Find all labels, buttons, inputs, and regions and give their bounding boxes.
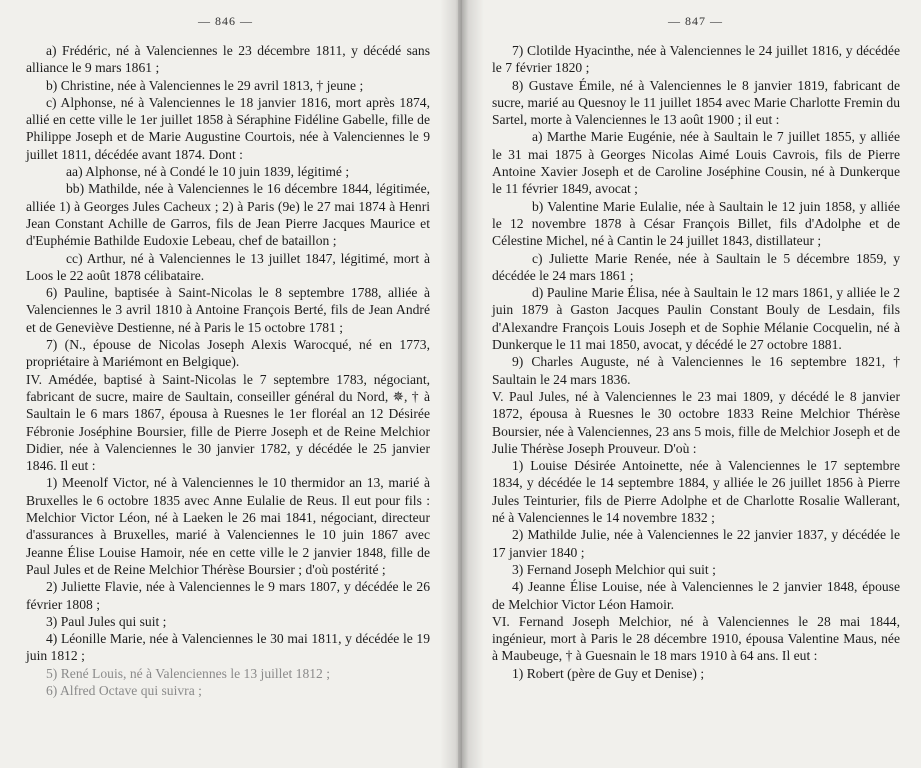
paragraph: d) Pauline Marie Élisa, née à Saultain le 12 mars 1861, y alliée le 2 juin 1879 à Gaston Jacques Paulin Constant Bouly de Lesdain, fils d'Alexandre François Louis Joseph et de Sophie Mélanie Cocquelin, né à Dunkerque le 11 mai 1850, avocat, y décédé le 27 octobre 1881. bbox=[492, 285, 900, 353]
paragraph: 1) Meenolf Victor, né à Valenciennes le 10 thermidor an 13, marié à Bruxelles le 6 octobre 1835 avec Anne Eulalie de Reus. Il eut pour fils : Melchior Victor Léon, né à Laeken le 26 mai 1841, négociant, directeur d'assurances à Bruxelles, marié à Valenciennes le 10 juin 1867 avec Jeanne Élise Louise Hamoir, née en cette ville le 2 janvier 1848, fille de Paul Jules et de Reine Melchior Thérèse Boursier ; d'où postérité ; bbox=[26, 475, 430, 577]
paragraph: 4) Léonille Marie, née à Valenciennes le 30 mai 1811, y décédée le 19 juin 1812 ; bbox=[26, 631, 430, 664]
left-page bbox=[0, 0, 458, 768]
paragraph: 7) Clotilde Hyacinthe, née à Valenciennes le 24 juillet 1816, y décédée le 7 février 1820 ; bbox=[492, 43, 900, 76]
paragraph: IV. Amédée, baptisé à Saint-Nicolas le 7 septembre 1783, négociant, fabricant de sucre, maire de Saultain, conseiller général du Nord, ✵, † à Saultain le 6 mars 1867, épousa à Ruesnes le 1er floréal an 12 Désirée Fébronie Joséphine Boursier, fille de Pierre Joseph et de Reine Melchior Didier, née à Valenciennes le 30 janvier 1782, y décédée le 25 janvier 1846. Il eut : bbox=[26, 371, 430, 474]
paragraph: bb) Mathilde, née à Valenciennes le 16 décembre 1844, légitimée, alliée 1) à Georges Jules Cacheux ; 2) à Paris (9e) le 27 mai 1874 à Henri Jean Constant Achille de Garros, fils de Jean Pierre Jacques Maurice et d'Euphémie Bathilde Eudoxie Lebeau, chef de bataillon ; bbox=[26, 181, 430, 249]
paragraph: b) Valentine Marie Eulalie, née à Saultain le 12 juin 1858, y alliée le 12 novembre 1878 à César François Billet, fils d'Adolphe et de Célestine Michel, né à Cantin le 24 juillet 1843, distillateur ; bbox=[492, 198, 900, 249]
right-page-number: — 847 — bbox=[668, 14, 723, 28]
paragraph: 3) Paul Jules qui suit ; bbox=[46, 613, 167, 629]
left-page-number: — 846 — bbox=[198, 14, 253, 28]
paragraph: 6) Pauline, baptisée à Saint-Nicolas le 8 septembre 1788, alliée à Valenciennes le 3 avril 1810 à Antoine François Berté, fils de Jean André et de Geneviève Destienne, né à Paris le 15 octobre 1781 ; bbox=[26, 285, 430, 335]
paragraph: 2) Mathilde Julie, née à Valenciennes le 22 janvier 1837, y décédée le 17 janvier 1840 ; bbox=[492, 527, 900, 560]
paragraph: 1) Louise Désirée Antoinette, née à Valenciennes le 17 septembre 1834, y décédée le 14 septembre 1884, y alliée le 26 juillet 1856 à Pierre Jules Teinturier, fils de Pierre Adolphe et de Charlotte Rosalie Wallerant, né à Valenciennes le 14 novembre 1832 ; bbox=[492, 458, 900, 526]
paragraph: 2) Juliette Flavie, née à Valenciennes le 9 mars 1807, y décédée le 26 février 1808 ; bbox=[26, 579, 430, 612]
paragraph: V. Paul Jules, né à Valenciennes le 23 mai 1809, y décédé le 8 janvier 1872, épousa à Ruesnes le 30 octobre 1833 Reine Melchior Thérèse Boursier, née à Valenciennes, 23 ans 5 mois, fille de Melchior Joseph et de Julie Thérèse Joseph Prouveur. D'où : bbox=[492, 388, 900, 456]
paragraph: 6) Alfred Octave qui suivra ; bbox=[46, 682, 202, 698]
right-page-text bbox=[492, 42, 900, 682]
paragraph: aa) Alphonse, né à Condé le 10 juin 1839, légitimé ; bbox=[66, 164, 350, 180]
left-page-text bbox=[26, 42, 430, 699]
right-page bbox=[462, 0, 921, 768]
paragraph: 9) Charles Auguste, né à Valenciennes le 16 septembre 1821, † Saultain le 24 mars 1836. bbox=[492, 354, 900, 387]
paragraph: cc) Arthur, né à Valenciennes le 13 juillet 1847, légitimé, mort à Loos le 22 août 1878 célibataire. bbox=[26, 250, 430, 283]
paragraph: 4) Jeanne Élise Louise, née à Valenciennes le 2 janvier 1848, épouse de Melchior Victor Léon Hamoir. bbox=[492, 579, 900, 612]
paragraph: a) Frédéric, né à Valenciennes le 23 décembre 1811, y décédé sans alliance le 9 mars 1861 ; bbox=[26, 43, 430, 76]
paragraph: a) Marthe Marie Eugénie, née à Saultain le 7 juillet 1855, y alliée le 31 mai 1875 à Georges Nicolas Aimé Louis Cavrois, fils de Pierre Antoine Xavier Joseph et de Caroline Joséphine Cousin, né à Dunkerque le 11 février 1849, avocat ; bbox=[492, 129, 900, 197]
paragraph: c) Alphonse, né à Valenciennes le 18 janvier 1816, mort après 1874, allié en cette ville le 1er juillet 1858 à Séraphine Fidéline Gabelle, fille de Philippe Joseph et de Marie Augustine Courtois, née à Valenciennes le 9 juillet 1811, décédée avant 1874. Dont : bbox=[26, 94, 430, 162]
paragraph: b) Christine, née à Valenciennes le 29 avril 1813, † jeune ; bbox=[46, 77, 364, 93]
paragraph: 5) René Louis, né à Valenciennes le 13 juillet 1812 ; bbox=[46, 665, 331, 681]
paragraph: c) Juliette Marie Renée, née à Saultain le 5 décembre 1859, y décédée le 24 mars 1861 ; bbox=[492, 250, 900, 283]
paragraph: 3) Fernand Joseph Melchior qui suit ; bbox=[512, 561, 716, 577]
paragraph: 8) Gustave Émile, né à Valenciennes le 8 janvier 1819, fabricant de sucre, marié au Quesnoy le 11 juillet 1854 avec Marie Charlotte Fremin du Sartel, morte à Valenciennes le 13 août 1900 ; il eut : bbox=[492, 77, 900, 128]
paragraph: VI. Fernand Joseph Melchior, né à Valenciennes le 28 mai 1844, ingénieur, mort à Paris le 28 décembre 1910, épousa Valentine Maus, née à Maubeuge, † à Guesnain le 18 mars 1910 à 64 ans. Il eut : bbox=[492, 613, 900, 664]
paragraph: 1) Robert (père de Guy et Denise) ; bbox=[512, 665, 705, 681]
paragraph: 7) (N., épouse de Nicolas Joseph Alexis Warocqué, né en 1773, propriétaire à Mariémont en Belgique). bbox=[26, 337, 430, 370]
